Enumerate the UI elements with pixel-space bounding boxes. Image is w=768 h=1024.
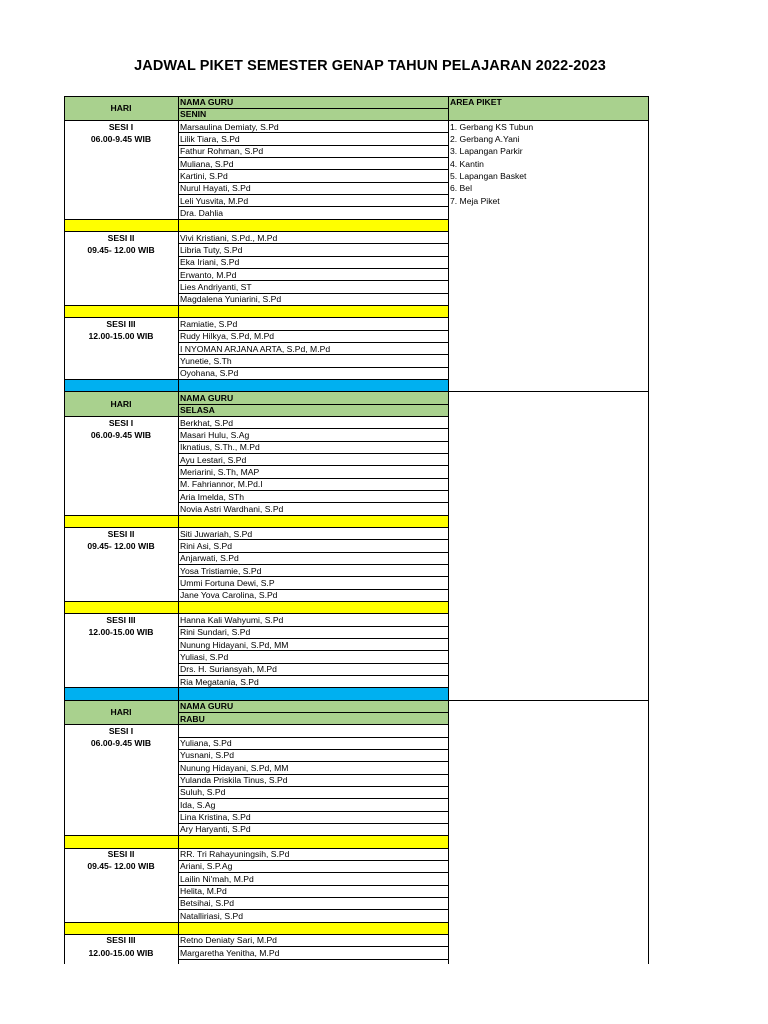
teacher-name: M. Fahriannor, M.Pd.I: [180, 479, 263, 490]
session-label: SESI III: [106, 935, 136, 946]
teacher-name: Eka Iriani, S.Pd: [180, 257, 240, 268]
teacher-name: Ariani, S.P.Ag: [180, 861, 233, 872]
grid-line: [64, 687, 448, 688]
grid-line: [64, 922, 448, 923]
grid-line: [178, 712, 448, 713]
grid-line: [64, 700, 648, 701]
grid-line: [64, 379, 448, 380]
teacher-name: Lies Andriyanti, ST: [180, 281, 252, 292]
teacher-name: Natalliriasi, S.Pd: [180, 910, 244, 921]
grid-line: [448, 96, 449, 964]
teacher-name: Ummi Fortuna Dewi, S.P: [180, 577, 275, 588]
area-piket-item: 6. Bel: [450, 183, 472, 194]
teacher-name: Meriarini, S.Th, MAP: [180, 466, 260, 477]
hari-header: HARI: [64, 96, 178, 121]
session-label: SESI I: [108, 725, 134, 736]
teacher-name: Ayu Lestari, S.Pd: [180, 454, 247, 465]
teacher-name: Ary Haryanti, S.Pd: [180, 824, 251, 835]
area-piket-item: 2. Gerbang A.Yani: [450, 133, 520, 144]
teacher-name: Nunung Hidayani, S.Pd, MM: [180, 639, 289, 650]
session-separator: [64, 836, 448, 848]
teacher-name: Masari Hulu, S.Ag: [180, 429, 250, 440]
teacher-name: Aria Imelda, STh: [180, 491, 244, 502]
session-label: SESI I: [108, 121, 134, 132]
teacher-name: Magdalena Yuniarini, S.Pd: [180, 294, 282, 305]
teacher-name: Leli Yusvita, M.Pd: [180, 195, 249, 206]
teacher-name: Helita, M.Pd: [180, 886, 227, 897]
session-label: SESI I: [108, 417, 134, 428]
grid-line: [448, 120, 648, 121]
teacher-name: Rini Asi, S.Pd: [180, 540, 233, 551]
nama-guru-header: NAMA GURU: [178, 392, 448, 404]
grid-line: [448, 96, 648, 97]
grid-line: [648, 96, 649, 121]
teacher-name: Yuliasi, S.Pd: [180, 651, 229, 662]
grid-line: [64, 835, 448, 836]
day-name: SELASA: [178, 404, 448, 416]
day-name: SENIN: [178, 108, 448, 120]
teacher-name: Lina Kristina, S.Pd: [180, 812, 251, 823]
teacher-name: Margaretha Yenitha, M.Pd: [180, 947, 280, 958]
area-piket-item: 1. Gerbang KS Tubun: [450, 121, 534, 132]
grid-line: [648, 121, 649, 964]
teacher-name: Yusnani, S.Pd: [180, 750, 234, 761]
teacher-name: Yunetie, S.Th: [180, 355, 232, 366]
grid-line: [64, 601, 448, 602]
grid-line: [64, 515, 448, 516]
area-piket-item: 4. Kantin: [450, 158, 484, 169]
session-time: 06.00-9.45 WIB: [90, 133, 152, 144]
session-time: 12.00-15.00 WIB: [88, 331, 154, 342]
session-time: 12.00-15.00 WIB: [88, 627, 154, 638]
grid-line: [64, 305, 448, 306]
day-separator: [64, 688, 448, 700]
grid-line: [178, 404, 448, 405]
area-piket-header: AREA PIKET: [448, 96, 648, 121]
day-separator: [64, 380, 448, 392]
area-piket-item: 7. Meja Piket: [450, 195, 500, 206]
session-time: 09.45- 12.00 WIB: [87, 244, 155, 255]
teacher-name: Rudy Hilkya, S.Pd, M.Pd: [180, 331, 275, 342]
area-piket-item: 5. Lapangan Basket: [450, 170, 527, 181]
session-time: 06.00-9.45 WIB: [90, 738, 152, 749]
teacher-name: Marsaulina Demiaty, S.Pd: [180, 121, 279, 132]
teacher-name: Muliana, S.Pd: [180, 158, 234, 169]
session-label: SESI II: [107, 528, 135, 539]
teacher-name: Rini Sundari, S.Pd: [180, 627, 251, 638]
teacher-name: Vivi Kristiani, S.Pd., M.Pd: [180, 232, 278, 243]
grid-line: [178, 96, 179, 964]
teacher-name: Yulanda Priskila Tinus, S.Pd: [180, 775, 288, 786]
grid-line: [64, 219, 448, 220]
teacher-name: Fathur Rohman, S.Pd: [180, 146, 264, 157]
teacher-name: Nurul Hayati, S.Pd: [180, 183, 251, 194]
grid-line: [64, 391, 648, 392]
teacher-name: Siti Juwariah, S.Pd: [180, 528, 253, 539]
teacher-name: Drs. H. Suriansyah, M.Pd: [180, 664, 277, 675]
session-label: SESI II: [107, 849, 135, 860]
session-separator: [64, 306, 448, 318]
teacher-name: Ria Megatania, S.Pd: [180, 676, 259, 687]
teacher-name: Jane Yova Carolina, S.Pd: [180, 590, 278, 601]
teacher-name: Erwanto, M.Pd: [180, 269, 237, 280]
teacher-name: I NYOMAN ARJANA ARTA, S.Pd, M.Pd: [180, 343, 331, 354]
teacher-name: Lailin Ni'mah, M.Pd: [180, 873, 254, 884]
teacher-name: Hanna Kali Wahyumi, S.Pd: [180, 614, 284, 625]
hari-header: HARI: [64, 392, 178, 417]
duty-schedule-table: [64, 96, 648, 964]
day-name: RABU: [178, 713, 448, 725]
session-label: SESI III: [106, 318, 136, 329]
teacher-name: Ramiatie, S.Pd: [180, 318, 238, 329]
hari-header: HARI: [64, 700, 178, 725]
teacher-name: Berkhat, S.Pd: [180, 417, 234, 428]
session-time: 06.00-9.45 WIB: [90, 429, 152, 440]
teacher-name: Iknatius, S.Th., M.Pd: [180, 442, 260, 453]
teacher-name: Kartini, S.Pd: [180, 170, 228, 181]
area-piket-item: 3. Lapangan Parkir: [450, 146, 523, 157]
teacher-name: Ida, S.Ag: [180, 799, 216, 810]
grid-line: [64, 96, 65, 964]
teacher-name: Suluh, S.Pd: [180, 787, 226, 798]
teacher-name: Yosa Tristiamie, S.Pd: [180, 565, 262, 576]
teacher-name: Dra. Dahlia: [180, 207, 223, 218]
teacher-name: Nunung Hidayani, S.Pd, MM: [180, 762, 289, 773]
session-label: SESI II: [107, 232, 135, 243]
teacher-name: RR. Tri Rahayuningsih, S.Pd: [180, 849, 290, 860]
teacher-name: Novia Astri Wardhani, S.Pd: [180, 503, 284, 514]
session-separator: [64, 602, 448, 614]
page-title: JADWAL PIKET SEMESTER GENAP TAHUN PELAJARAN 2022-2023: [134, 58, 606, 74]
teacher-name: Anjarwati, S.Pd: [180, 553, 239, 564]
session-separator: [64, 219, 448, 231]
session-label: SESI III: [106, 614, 136, 625]
grid-line: [178, 108, 448, 109]
teacher-name: Libria Tuty, S.Pd: [180, 244, 243, 255]
nama-guru-header: NAMA GURU: [178, 96, 448, 108]
session-time: 09.45- 12.00 WIB: [87, 540, 155, 551]
teacher-name: Betsihai, S.Pd: [180, 898, 234, 909]
session-separator: [64, 515, 448, 527]
teacher-name: Oyohana, S.Pd: [180, 368, 239, 379]
session-time: 09.45- 12.00 WIB: [87, 861, 155, 872]
session-time: 12.00-15.00 WIB: [88, 947, 154, 958]
teacher-name: Lilik Tiara, S.Pd: [180, 133, 240, 144]
grid-line: [178, 959, 448, 960]
session-separator: [64, 922, 448, 934]
nama-guru-header: NAMA GURU: [178, 700, 448, 712]
teacher-name: Retno Deniaty Sari, M.Pd: [180, 935, 277, 946]
teacher-name: Yuliana, S.Pd: [180, 738, 232, 749]
